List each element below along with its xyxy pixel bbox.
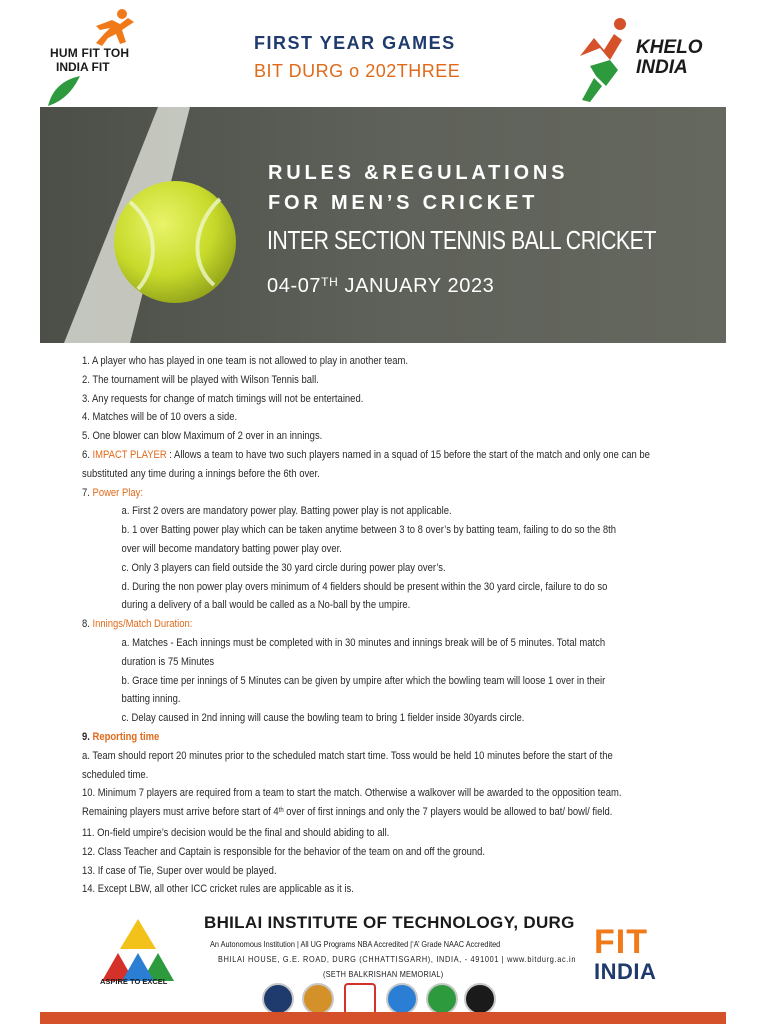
rule-9a-line1: a. Team should report 20 minutes prior to the scheduled match start time. Toss would be held 10 minutes before the start of the xyxy=(82,749,613,762)
rule-9-heading xyxy=(82,728,607,747)
rule-7-heading xyxy=(82,484,607,503)
left-logo-line2: INDIA FIT xyxy=(56,60,110,74)
iso-14001-badge-icon xyxy=(426,983,458,1015)
rule-2: 2. The tournament will be played with Wilson Tennis ball. xyxy=(82,373,319,386)
rule-8b-line2: batting inning. xyxy=(121,693,181,706)
institute-memorial: (SETH BALKRISHAN MEMORIAL) xyxy=(323,969,444,979)
rule-8c: c. Delay caused in 2nd inning will cause the bowling team to bring 1 fielder inside 30yards circle. xyxy=(121,712,525,725)
rule-3: 3. Any requests for change of match timings will not be entertained. xyxy=(82,392,364,405)
rule-10-line1: 10. Minimum 7 players are required from a team to start the match. Otherwise a walkover will be awarded to the opposition team. xyxy=(82,787,622,800)
rule-7b-line1: b. 1 over Batting power play which can be taken anytime between 3 to 8 over’s by batting team, failing to do so the 8th xyxy=(121,524,617,537)
rule-10-line2 xyxy=(82,803,613,824)
institute-address: BHILAI HOUSE, G.E. ROAD, DURG (CHHATTISGARH), INDIA, - 491001 | www.bitdurg.ac.in xyxy=(218,954,577,964)
nba-badge-icon xyxy=(262,983,294,1015)
iso-badge-icon xyxy=(386,983,418,1015)
rule-7c: c. Only 3 players can field outside the 30 yard circle during power play over’s. xyxy=(121,561,446,574)
institute-title: BHILAI INSTITUTE OF TECHNOLOGY, DURG xyxy=(204,913,575,932)
page-header xyxy=(0,0,768,105)
rule-12: 12. Class Teacher and Captain is responsible for the behavior of the team on and off the ground. xyxy=(82,845,486,858)
rule-8b-line1: b. Grace time per innings of 5 Minutes can be given by umpire after which the bowling team will loose 1 over in their xyxy=(121,674,606,687)
khelo-text: KHELO xyxy=(636,37,703,58)
games-subtitle: BIT DURG o 202THREE xyxy=(254,61,461,81)
nirf-badge-icon xyxy=(344,983,376,1015)
rule-6-title: IMPACT PLAYER xyxy=(92,448,167,461)
rule-8-heading xyxy=(82,615,607,634)
rule-10-text-b: over of first innings and only the 7 players would be allowed to bat/ bowl/ field. xyxy=(283,806,613,819)
rule-6-line1 xyxy=(82,446,650,465)
rule-8-number: 8. xyxy=(82,618,93,631)
khelo-india-text xyxy=(636,38,703,78)
hum-fit-toh-india-fit-logo xyxy=(42,8,152,100)
rule-8a-line2: duration is 75 Minutes xyxy=(121,655,215,668)
banner-date xyxy=(267,275,494,298)
rule-7d-line1: d. During the non power play overs minimum of 4 fielders should be present within the 30 yard circle, failure to do so xyxy=(121,580,608,593)
institute-footer xyxy=(40,905,726,1024)
rule-8-title: Innings/Match Duration: xyxy=(92,618,193,631)
rule-9-title: Reporting time xyxy=(92,730,160,743)
rule-7-number: 7. xyxy=(82,486,93,499)
aspire-to-excel-label: ASPIRE TO EXCEL xyxy=(100,977,168,986)
bottom-accent-bar xyxy=(40,1012,726,1024)
rule-6-number: 6. xyxy=(82,448,93,461)
rule-14: 14. Except LBW, all other ICC cricket rules are applicable as it is. xyxy=(82,883,354,896)
games-title: FIRST YEAR GAMES xyxy=(254,33,456,53)
leaf-icon xyxy=(44,74,84,108)
title-banner xyxy=(40,107,726,343)
rule-1: 1. A player who has played in one team is not allowed to play in another team. xyxy=(82,355,409,367)
banner-heading-line2: FOR MEN’S CRICKET xyxy=(268,192,539,214)
rule-11: 11. On-field umpire’s decision would be the final and should abiding to all. xyxy=(82,826,390,839)
india-label: INDIA xyxy=(594,959,657,984)
india-text: INDIA xyxy=(636,57,688,78)
rule-6-line2: substituted any time during a innings before the 6th over. xyxy=(82,467,320,480)
rule-10-text-a: Remaining players must arrive before start of 4 xyxy=(82,806,279,819)
rule-7-title: Power Play: xyxy=(92,486,144,499)
banner-subheading: INTER SECTION TENNIS BALL CRICKET xyxy=(267,225,656,255)
rule-5: 5. One blower can blow Maximum of 2 over in an innings. xyxy=(82,430,323,443)
environment-badge-icon xyxy=(464,983,496,1015)
fit-india-logo xyxy=(590,923,680,993)
date-suffix: JANUARY 2023 xyxy=(338,275,495,297)
left-logo-line1: HUM FIT TOH xyxy=(50,46,130,60)
institute-accreditation: An Autonomous Institution | All UG Programs NBA Accredited |‘A’ Grade NAAC Accredited xyxy=(210,939,501,949)
fit-text: FIT xyxy=(594,923,648,961)
rule-7b-line2: over will become mandatory batting power play over. xyxy=(121,542,342,555)
rule-9a-line2: scheduled time. xyxy=(82,768,149,781)
rule-9-number: 9. xyxy=(82,730,93,743)
rule-4: 4. Matches will be of 10 overs a side. xyxy=(82,411,238,424)
rule-13: 13. If case of Tie, Super over would be played. xyxy=(82,864,277,877)
rule-6-text: : Allows a team to have two such players named in a squad of 15 before the start of the match and only one can be xyxy=(166,448,650,461)
date-prefix: 04-07 xyxy=(267,275,322,297)
rule-7a: a. First 2 overs are mandatory power play. Batting power play is not applicable. xyxy=(121,505,452,518)
runner-icon xyxy=(82,8,142,48)
banner-heading-line1: RULES &REGULATIONS xyxy=(268,162,569,184)
first-year-games-logo xyxy=(232,25,482,91)
rule-7d-line2: during a delivery of a ball would be called as a No-ball by the umpire. xyxy=(121,599,411,612)
rule-8a-line1: a. Matches - Each innings must be completed with in 30 minutes and innings break will be of 5 minutes. Total match xyxy=(121,636,606,649)
naac-badge-icon xyxy=(302,983,334,1015)
khelo-india-logo xyxy=(576,16,726,102)
rules-list xyxy=(82,352,692,899)
rule-10-superscript: th xyxy=(278,807,284,815)
date-superscript: TH xyxy=(321,275,339,289)
